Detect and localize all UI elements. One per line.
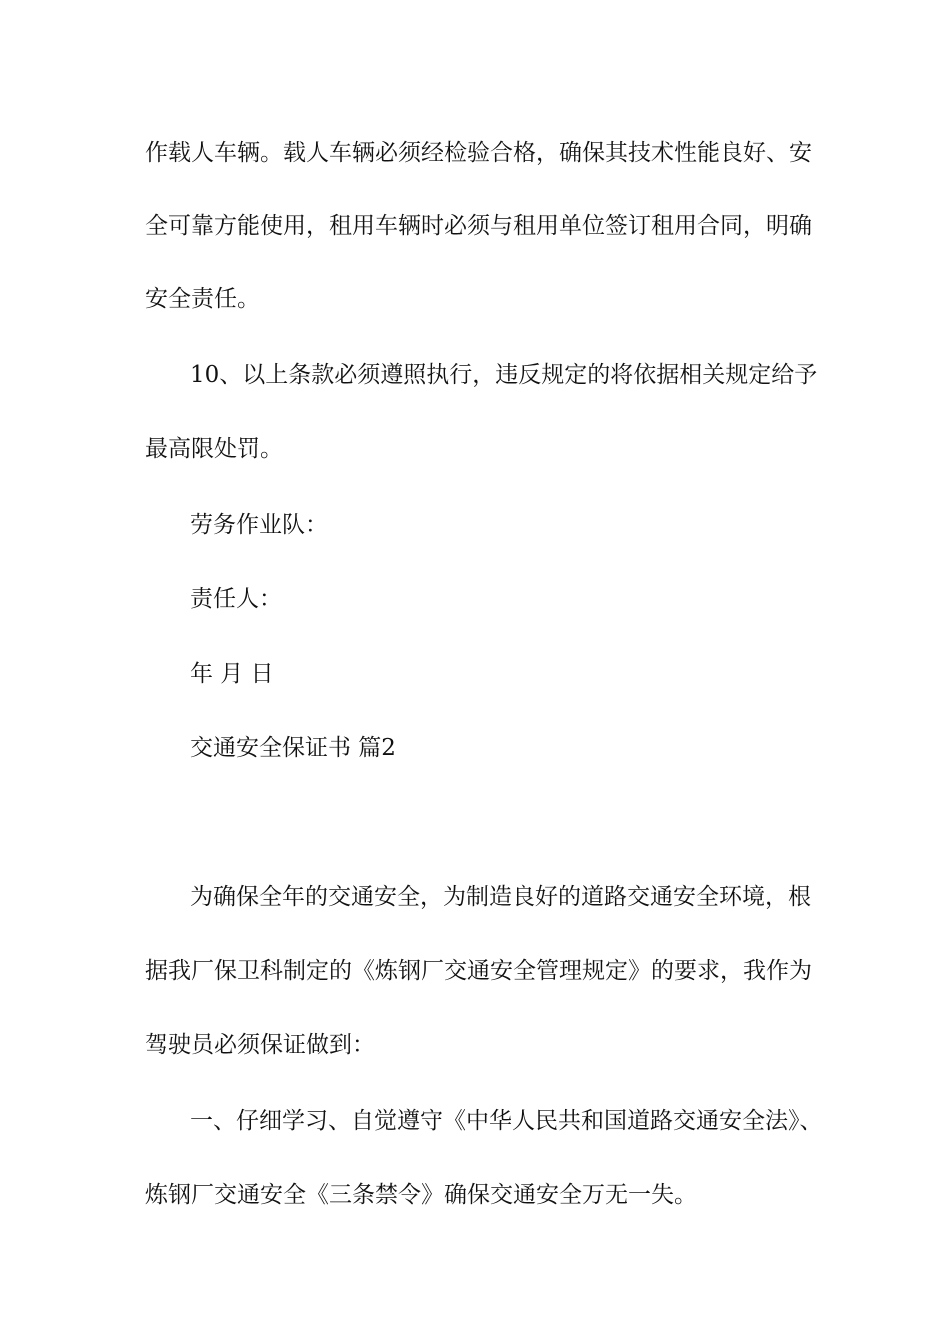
paragraph-line-1: 作载人车辆。载人车辆必须经检验合格，确保其技术性能良好、安 (145, 140, 812, 166)
section-title: 交通安全保证书 篇2 (190, 735, 396, 761)
intro-line-2: 据我厂保卫科制定的《炼钢厂交通安全管理规定》的要求，我作为 (145, 958, 812, 984)
paragraph-line-2: 全可靠方能使用，租用车辆时必须与租用单位签订租用合同，明确 (145, 213, 812, 239)
clause-10-line-2: 最高限处罚。 (145, 436, 283, 462)
item-1-line-2: 炼钢厂交通安全《三条禁令》确保交通安全万无一失。 (145, 1182, 697, 1208)
clause-10-line-1: 10、以上条款必须遵照执行，违反规定的将依据相关规定给予 (190, 362, 818, 388)
item-1-line-1: 一、仔细学习、自觉遵守《中华人民共和国道路交通安全法》、 (190, 1108, 823, 1134)
responsible-person-label: 责任人： (190, 586, 282, 612)
labor-team-label: 劳务作业队： (190, 512, 328, 538)
intro-line-1: 为确保全年的交通安全，为制造良好的道路交通安全环境，根 (190, 884, 811, 910)
intro-line-3: 驾驶员必须保证做到： (145, 1032, 375, 1058)
paragraph-line-3: 安全责任。 (145, 286, 260, 312)
date-line: 年 月 日 (190, 661, 274, 687)
